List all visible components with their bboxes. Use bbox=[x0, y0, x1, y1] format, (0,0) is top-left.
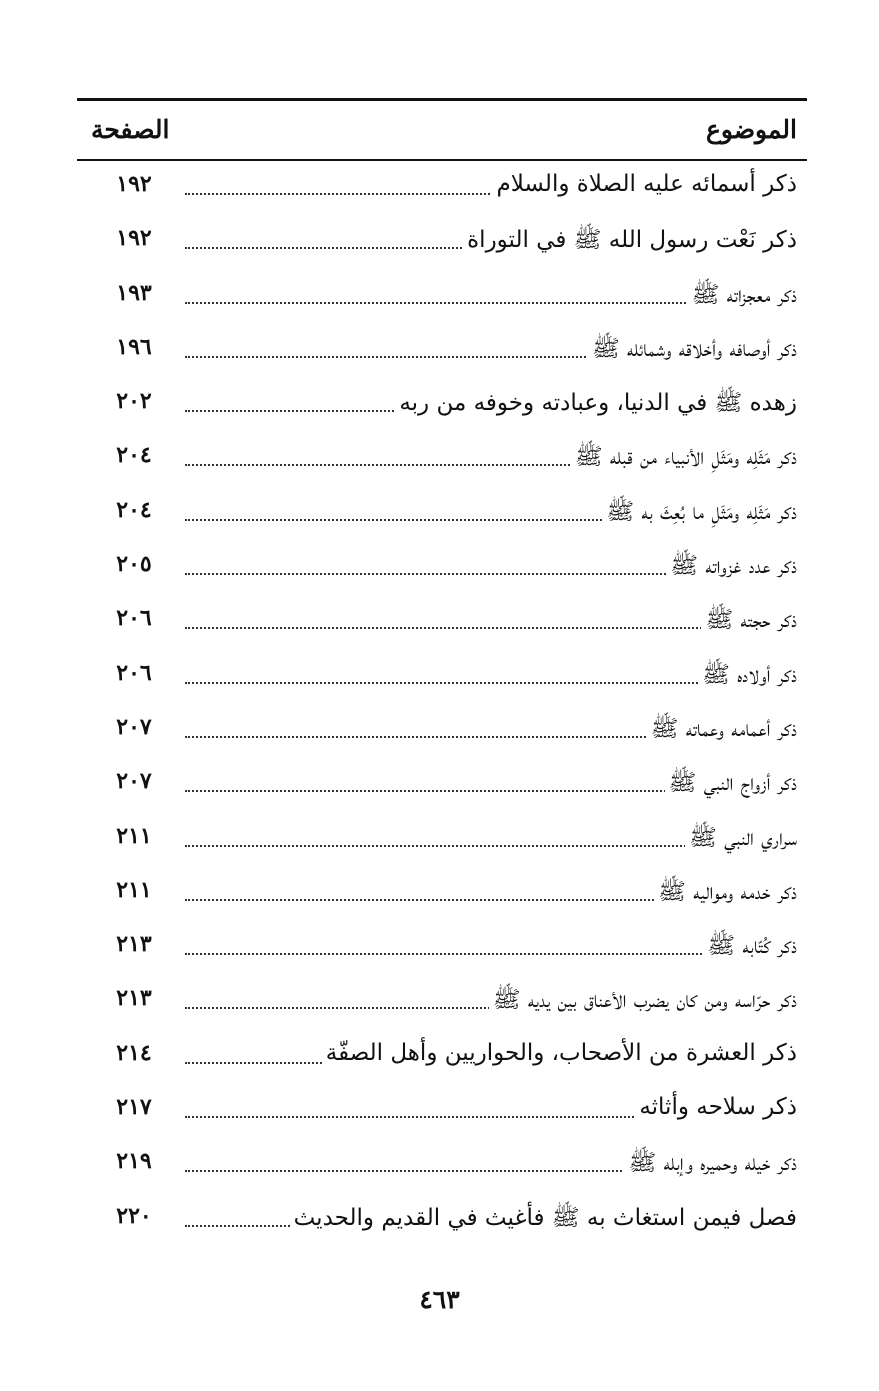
entry-title: زهده ﷺ في الدنيا، وعبادته وخوفه من ربه bbox=[395, 388, 797, 422]
entry-title: ذكر عدد غزواته ﷺ bbox=[666, 551, 797, 585]
entry-title: سراري النبي ﷺ bbox=[685, 823, 797, 857]
entry-title: ذكر أعمامه وعماته ﷺ bbox=[647, 714, 797, 748]
entry-title: ذكر سلاحه وأثاثه bbox=[635, 1094, 797, 1120]
toc-entry bbox=[77, 813, 807, 867]
toc-entry bbox=[77, 867, 807, 921]
entry-page-number: ١٩٢ bbox=[116, 171, 152, 197]
toc-entry bbox=[77, 324, 807, 378]
topic-column-header: الموضوع bbox=[706, 115, 797, 144]
toc-entry bbox=[77, 378, 807, 432]
entry-page-number: ٢١٤ bbox=[116, 1039, 152, 1066]
toc-entry bbox=[77, 161, 807, 215]
entry-page-number: ٢١٣ bbox=[116, 985, 152, 1012]
toc-entry bbox=[77, 432, 807, 486]
toc-entry bbox=[77, 975, 807, 1029]
entry-page-number: ٢٠٦ bbox=[116, 659, 152, 686]
entry-page-number: ٢١٧ bbox=[116, 1094, 152, 1121]
toc-entry bbox=[77, 487, 807, 541]
entry-title: ذكر حجته ﷺ bbox=[701, 605, 797, 639]
toc-entry bbox=[77, 1030, 807, 1084]
entry-title: ذكر العشرة من الأصحاب، والحواريين وأهل الصفّة bbox=[322, 1040, 797, 1066]
entry-page-number: ٢٢٠ bbox=[116, 1202, 152, 1229]
entry-page-number: ٢٠٧ bbox=[116, 768, 152, 795]
toc-entry bbox=[77, 1138, 807, 1192]
entry-title: ذكر مَثَلِه ومَثَلِ ما بُعِثَ به ﷺ bbox=[602, 497, 797, 531]
toc-list bbox=[77, 161, 807, 1247]
toc-entry bbox=[77, 595, 807, 649]
entry-title: ذكر معجزاته ﷺ bbox=[688, 280, 797, 314]
entry-page-number: ١٩٣ bbox=[116, 279, 152, 306]
entry-page-number: ٢١١ bbox=[116, 876, 152, 903]
toc-entry bbox=[77, 215, 807, 269]
toc-entry bbox=[77, 758, 807, 812]
entry-page-number: ١٩٢ bbox=[116, 225, 152, 252]
entry-title: ذكر حرّاسه ومن كان يضرب الأعناق بين يديه ﷺ bbox=[489, 985, 797, 1019]
entry-page-number: ٢٠٢ bbox=[116, 388, 152, 415]
entry-page-number: ٢٠٧ bbox=[116, 713, 152, 740]
toc-entry bbox=[77, 921, 807, 975]
page-number: ٤٦٣ bbox=[419, 1285, 460, 1314]
toc-header bbox=[77, 101, 807, 159]
entry-page-number: ١٩٦ bbox=[116, 333, 152, 360]
entry-title: فصل فيمن استغاث به ﷺ فأغيث في القديم والحديث bbox=[290, 1203, 797, 1237]
entry-title: ذكر خدمه ومواليه ﷺ bbox=[654, 877, 797, 911]
entry-page-number: ٢١٩ bbox=[116, 1148, 152, 1175]
toc-entry bbox=[77, 270, 807, 324]
entry-page-number: ٢٠٥ bbox=[116, 551, 152, 578]
toc-entry bbox=[77, 1084, 807, 1138]
entry-page-number: ٢١٣ bbox=[116, 931, 152, 958]
entry-title: ذكر أزواج النبي ﷺ bbox=[665, 768, 797, 802]
entry-title: ذكر نَعْت رسول الله ﷺ في التوراة bbox=[463, 225, 797, 259]
toc-page bbox=[77, 98, 807, 1247]
toc-entry bbox=[77, 541, 807, 595]
entry-title: ذكر أوصافه وأخلاقه وشمائله ﷺ bbox=[588, 334, 797, 368]
entry-title: ذكر خيله وحميره وإبله ﷺ bbox=[624, 1148, 797, 1182]
entry-page-number: ٢٠٦ bbox=[116, 605, 152, 632]
toc-entry bbox=[77, 704, 807, 758]
entry-page-number: ٢١١ bbox=[116, 822, 152, 849]
entry-page-number: ٢٠٤ bbox=[116, 442, 152, 469]
entry-title: ذكر كُتّابه ﷺ bbox=[703, 931, 797, 965]
entry-page-number: ٢٠٤ bbox=[116, 496, 152, 523]
entry-title: ذكر أسمائه عليه الصلاة والسلام bbox=[492, 171, 797, 197]
entry-title: ذكر مَثَلِه ومَثَلِ الأنبياء من قبله ﷺ bbox=[571, 442, 797, 476]
toc-entry bbox=[77, 1193, 807, 1247]
page-column-header: الصفحة bbox=[91, 115, 170, 144]
entry-title: ذكر أولاده ﷺ bbox=[698, 660, 797, 694]
toc-entry bbox=[77, 650, 807, 704]
